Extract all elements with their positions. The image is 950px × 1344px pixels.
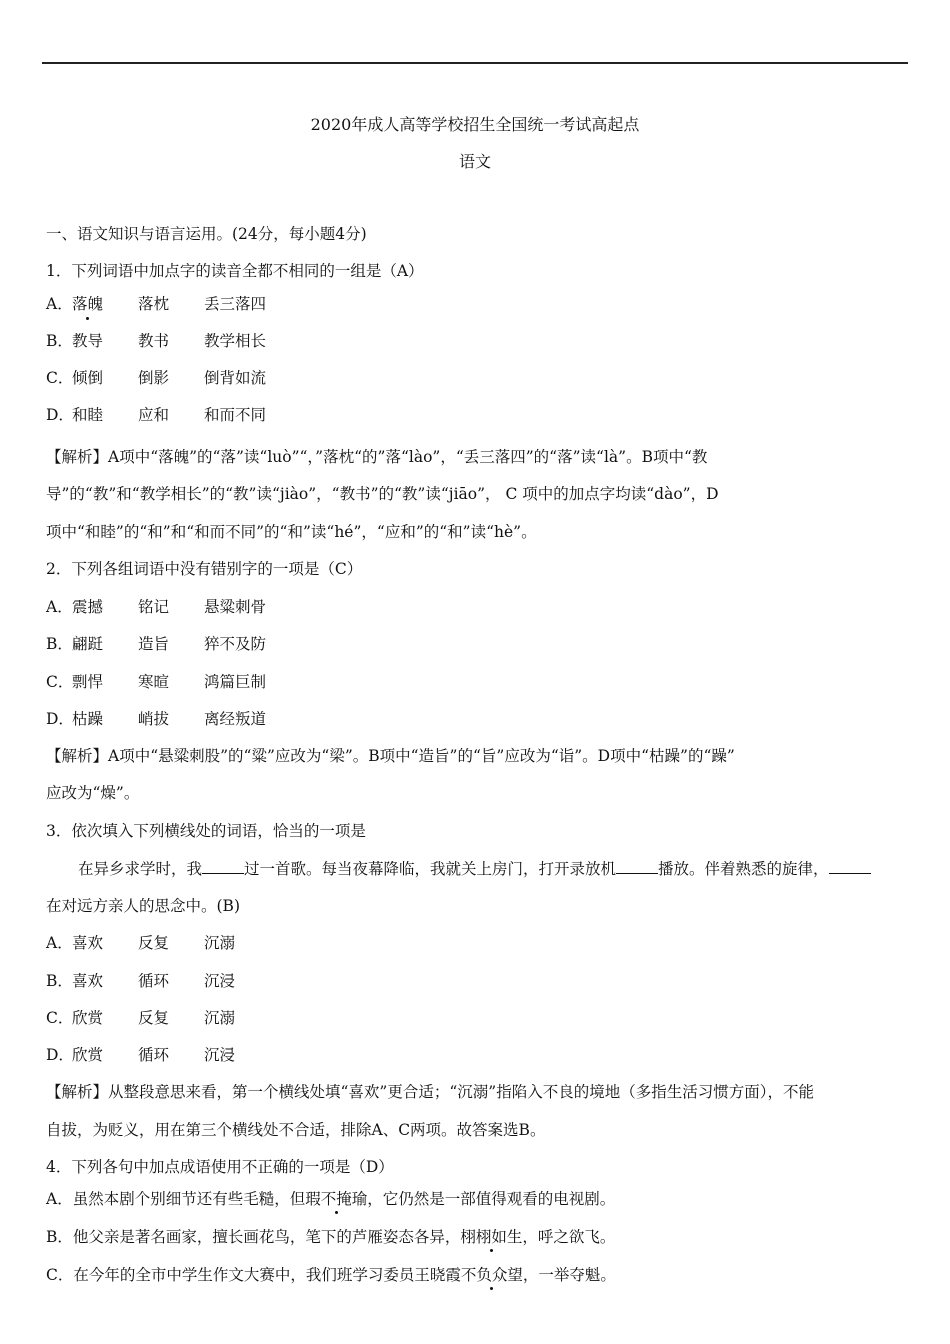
q4-a-idiom: 瑕不掩瑜 (305, 1190, 368, 1208)
section-heading: 一、语文知识与语言运用。(24分，每小题4分) (46, 225, 367, 243)
exam-title: 2020年成人高等学校招生全国统一考试高起点 (310, 115, 640, 134)
q3-analysis-line1: 【解析】从整段意思来看，第一个横线处填“喜欢”更合适；“沉溺”指陷入不良的境地（多指生活习惯方面），不能 (46, 1083, 814, 1101)
q4-b-idiom: 栩栩如生 (460, 1228, 523, 1246)
q1-analysis-line3: 项中“和睦”的“和”和“和而不同”的“和”读“hé”，“应和”的“和”读“hè”。 (46, 523, 537, 541)
q3-option-a: A．喜欢 反复 沉溺 (46, 934, 236, 952)
q1-b-word1: 教导 (72, 332, 104, 350)
q4-option-c: C．在今年的全市中学生作文大赛中，我们班学习委员王晓霞不负众望，一举夺魁。 (46, 1266, 616, 1284)
q2-option-d: D．枯躁 峭拔 离经叛道 (46, 710, 267, 728)
q1-a-word3: 丢三落四 (204, 295, 267, 313)
q4-option-a: A．虽然本剧个别细节还有些毛糙，但瑕不掩瑜，它仍然是一部值得观看的电视剧。 (46, 1190, 616, 1208)
q3-passage-line2: 在对远方亲人的思念中。(B) (46, 897, 240, 915)
q1-b-word3: 教学相长 (204, 332, 267, 350)
q2-analysis-line1: 【解析】A项中“悬粱刺股”的“粱”应改为“梁”。B项中“造旨”的“旨”应改为“诣”。D项中“枯躁”的“躁” (46, 747, 735, 765)
q4-option-b: B．他父亲是著名画家，擅长画花鸟，笔下的芦雁姿态各异，栩栩如生，呼之欲飞。 (46, 1228, 616, 1246)
q1-option-c: C．倾倒 倒影 倒背如流 (46, 369, 267, 387)
q1-a-word1: 落魄 (72, 295, 104, 313)
q1-d-word3: 和而不同 (204, 406, 267, 424)
blank-3 (829, 859, 871, 874)
q1-d-word2: 应和 (138, 406, 170, 424)
q2-option-a: A．震撼 铭记 悬粱刺骨 (46, 598, 267, 616)
q2-option-c: C．剽悍 寒暄 鸿篇巨制 (46, 673, 267, 691)
q3-analysis-line2: 自拔，为贬义，用在第三个横线处不合适，排除A、C两项。故答案选B。 (46, 1121, 546, 1139)
q1-option-d: D．和睦 应和 和而不同 (46, 406, 267, 424)
q3-option-b: B．喜欢 循环 沉浸 (46, 972, 236, 990)
q3-option-c: C．欣赏 反复 沉溺 (46, 1009, 236, 1027)
q3-option-d: D．欣赏 循环 沉浸 (46, 1046, 236, 1064)
q1-b-word2: 教书 (138, 332, 170, 350)
q1-c-word3: 倒背如流 (204, 369, 267, 387)
q1-analysis-line1: 【解析】A项中“落魄”的“落”读“luò”“，”落枕“的”落“lào”，“丢三落四”的“落”读“là”。B项中“教 (46, 448, 708, 466)
q2-stem: 2．下列各组词语中没有错别字的一项是（C） (46, 560, 363, 578)
blank-2 (616, 859, 658, 874)
q3-passage-line1: 在异乡求学时，我 过一首歌。每当夜幕降临，我就关上房门，打开录放机 播放。伴着熟悉的旋律， (78, 859, 871, 879)
q1-stem: 1．下列词语中加点字的读音全都不相同的一组是（A） (46, 262, 424, 280)
q1-c-word2: 倒影 (138, 369, 170, 387)
q4-c-idiom: 不负众望 (460, 1266, 523, 1284)
q1-option-a: A．落魄 落枕 丢三落四 (46, 295, 267, 313)
header-rule (42, 62, 908, 64)
exam-subject: 语文 (458, 152, 491, 171)
q2-option-b: B．翩跹 造旨 猝不及防 (46, 635, 267, 653)
q1-option-b: B．教导 教书 教学相长 (46, 332, 267, 350)
blank-1 (202, 859, 244, 874)
q3-stem: 3．依次填入下列横线处的词语，恰当的一项是 (46, 822, 366, 840)
q1-analysis-line2: 导”的“教”和“教学相长”的“教”读“jiào”，“教书”的“教”读“jiāo”， C 项中的加点字均读“dào”，D (46, 485, 719, 503)
q4-stem: 4．下列各句中加点成语使用不正确的一项是（D） (46, 1158, 394, 1176)
q2-analysis-line2: 应改为“燥”。 (46, 784, 140, 802)
q1-a-word2: 落枕 (138, 295, 170, 313)
q1-c-word1: 倾倒 (72, 369, 104, 387)
q1-d-word1: 和睦 (72, 406, 104, 424)
